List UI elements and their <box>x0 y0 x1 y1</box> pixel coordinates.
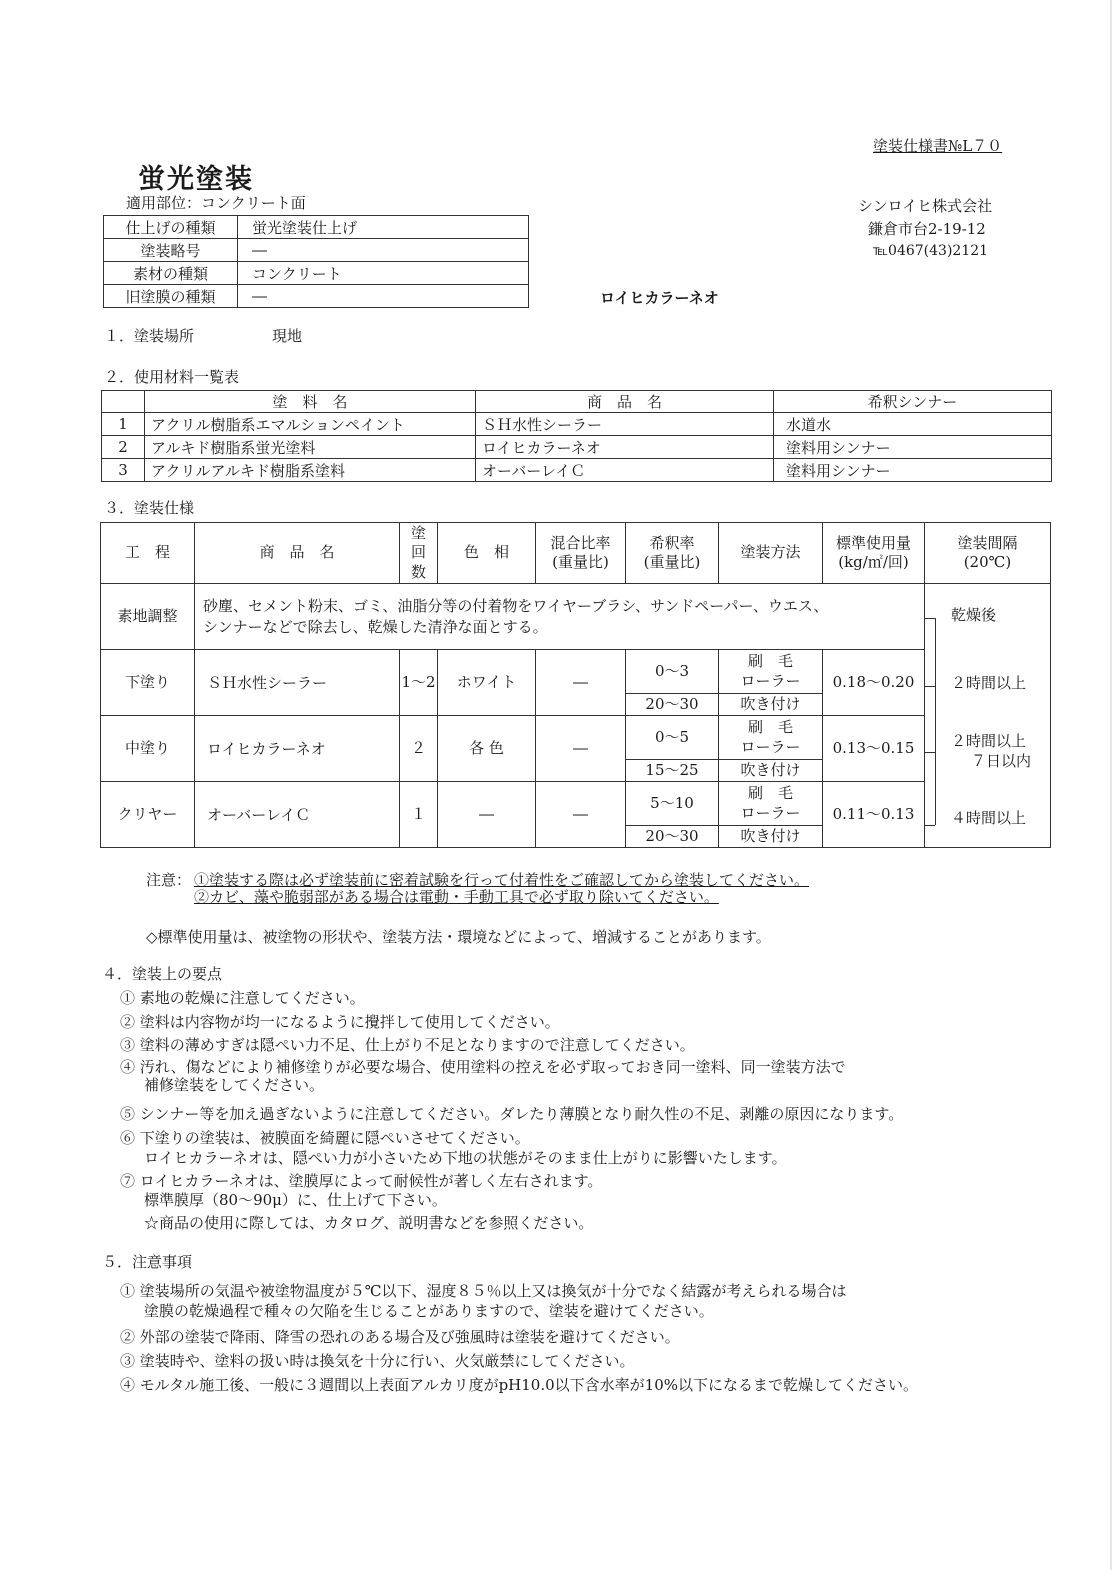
section2-heading: ２．使用材料一覧表 <box>104 368 240 386</box>
row-coats: １ <box>410 804 426 823</box>
spec-label: 塗装略号 <box>104 239 238 262</box>
materials-cell: ロイヒカラーネオ <box>476 436 774 459</box>
header-coats <box>400 524 437 583</box>
row-dilution-spray: 20～30 <box>645 826 699 845</box>
section1-value: 現地 <box>272 327 303 345</box>
materials-cell: ＳＨ水性シーラー <box>476 413 774 436</box>
materials-header-cell: 希釈シンナー <box>774 391 1052 413</box>
company-tel: ℡0467(43)2121 <box>873 243 989 259</box>
row-dilution-spray: 15～25 <box>645 760 699 779</box>
header-dilution-1: 希釈率 <box>649 533 695 552</box>
row-color: 各 色 <box>469 738 504 757</box>
section3-heading: ３．塗装仕様 <box>104 499 195 517</box>
header-usage-1: 標準使用量 <box>835 533 911 552</box>
spec-value: ― <box>238 239 529 262</box>
section4-item: ⑥ 下塗りの塗装は、被膜面を綺麗に隠ぺいさせてください。 <box>120 1129 530 1147</box>
spec-row-midcoat <box>101 716 1051 760</box>
header-coats-3: 数 <box>410 562 426 581</box>
notes-standard: ◇標準使用量は、被塗物の形状や、塗装方法・環境などによって、増減することがあります。 <box>146 928 771 946</box>
row-product: ロイヒカラーネオ <box>195 716 400 782</box>
row-dilution-spray: 20～30 <box>645 694 699 713</box>
materials-cell: アクリル樹脂系エマルションペイント <box>145 413 476 436</box>
section4-item: ⑤ シンナー等を加え過ぎないように注意してください。ダレたり薄膜となり耐久性の不足、剥離の原因になります。 <box>120 1105 904 1123</box>
materials-header-cell: 塗 料 名 <box>145 391 476 413</box>
spec-table <box>103 215 529 308</box>
row-method-spray: 吹き付け <box>740 694 801 713</box>
prep-desc-line: 砂塵、セメント粉末、ゴミ、油脂分等の付着物をワイヤーブラシ、サンドペーパー、ウエス、 <box>203 597 829 616</box>
materials-cell: 2 <box>102 436 145 459</box>
header-coats-2: 回 <box>410 543 426 562</box>
page-title: 蛍光塗装 <box>138 164 254 195</box>
header-method: 塗装方法 <box>740 543 801 562</box>
company-address: 鎌倉市台2-19-12 <box>868 220 986 238</box>
row-method-roller: ローラー <box>740 803 801 822</box>
header-mix-2: (重量比) <box>552 553 609 571</box>
row-method-spray: 吹き付け <box>740 760 801 779</box>
interval-prep: 乾燥後 <box>951 606 997 624</box>
interval-bracket <box>925 618 936 825</box>
materials-header-cell: 商 品 名 <box>476 391 774 413</box>
row-dilution: 0～3 <box>654 661 690 680</box>
section4-item: ① 素地の乾燥に注意してください。 <box>120 989 365 1007</box>
materials-cell: オーバーレイＣ <box>476 459 774 482</box>
section5-item: ② 外部の塗装で降雨、降雪の恐れのある場合及び強風時は塗装を避けてください。 <box>120 1328 680 1346</box>
spec-row <box>104 216 529 239</box>
row-process: 中塗り <box>124 738 170 757</box>
row-coats: 1～2 <box>401 672 436 691</box>
materials-cell: アルキド樹脂系蛍光塗料 <box>145 436 476 459</box>
row-method <box>719 652 822 691</box>
spec-row <box>104 285 529 308</box>
spec-value: ― <box>238 285 529 308</box>
row-process: 下塗り <box>124 672 170 691</box>
row-product: オーバーレイＣ <box>195 782 400 848</box>
materials-cell: 3 <box>102 459 145 482</box>
row-mix: ― <box>573 804 588 823</box>
materials-header-cell <box>102 391 145 413</box>
spec-label: 旧塗膜の種類 <box>104 285 238 308</box>
spec-row <box>104 239 529 262</box>
row-method-brush: 刷 毛 <box>747 652 793 670</box>
row-method-roller: ローラー <box>740 737 801 756</box>
prep-process: 素地調整 <box>117 606 178 625</box>
section4-heading: ４．塗装上の要点 <box>102 965 223 983</box>
materials-row <box>102 413 1052 436</box>
product-name: ロイヒカラーネオ <box>600 289 719 307</box>
materials-cell: アクリルアルキド樹脂系塗料 <box>145 459 476 482</box>
spec-value: コンクリート <box>238 262 529 285</box>
materials-cell: 塗料用シンナー <box>774 436 1052 459</box>
header-color: 色 相 <box>463 543 509 562</box>
interval-midcoat: ２時間以上 <box>951 732 1027 750</box>
spec-row-undercoat <box>101 650 1051 694</box>
spec-label: 素材の種類 <box>104 262 238 285</box>
materials-row <box>102 436 1052 459</box>
notes-line: ②カビ、藻や脆弱部がある場合は電動・手動工具で必ず取り除いてください。 <box>194 888 719 906</box>
row-dilution: 0～5 <box>654 727 690 746</box>
header-product: 商 品 名 <box>259 543 335 562</box>
row-color: ― <box>479 804 494 823</box>
header-usage <box>823 534 924 573</box>
section5-item-cont: 塗膜の乾燥過程で種々の欠陥を生じることがありますので、塗装を避けてください。 <box>144 1302 714 1320</box>
interval-clear: ４時間以上 <box>951 809 1027 827</box>
section5-item: ④ モルタル施工後、一般に３週間以上表面アルカリ度がpH10.0以下含水率が10%以下になるまで乾燥してください。 <box>120 1376 918 1394</box>
spec-row-clear <box>101 782 1051 826</box>
section4-item-cont: 補修塗装をしてください。 <box>144 1076 325 1094</box>
header-dilution <box>626 534 718 573</box>
header-coats-1: 塗 <box>410 523 426 542</box>
row-product: ＳＨ水性シーラー <box>195 650 400 716</box>
spec-header-row <box>101 523 1051 584</box>
notes-label: 注意： <box>146 871 192 889</box>
section1-heading: １．塗装場所 <box>104 327 195 345</box>
row-mix: ― <box>573 672 588 691</box>
section4-item-cont: ☆商品の使用に際しては、カタログ、説明書などを参照ください。 <box>144 1214 594 1232</box>
row-coats: ２ <box>410 738 426 757</box>
row-usage: 0.11～0.13 <box>832 804 915 823</box>
row-mix: ― <box>573 738 588 757</box>
spec-label: 仕上げの種類 <box>104 216 238 239</box>
materials-cell: 水道水 <box>774 413 1052 436</box>
row-usage: 0.18～0.20 <box>832 672 915 691</box>
header-usage-2: (kg/㎡/回) <box>838 553 909 571</box>
interval-bracket-tick <box>925 825 935 826</box>
row-method-brush: 刷 毛 <box>747 718 793 736</box>
row-usage: 0.13～0.15 <box>832 738 915 757</box>
interval-column <box>925 584 1051 848</box>
interval-undercoat: ２時間以上 <box>951 674 1027 692</box>
spec-prep-row <box>101 584 1051 650</box>
header-interval-2: (20℃) <box>963 553 1012 571</box>
row-method-roller: ローラー <box>740 671 801 690</box>
interval-bracket-tick <box>925 752 935 753</box>
row-process: クリヤー <box>117 804 178 823</box>
section4-item: ③ 塗料の薄めすぎは隠ぺい力不足、仕上がり不足となりますので注意してください。 <box>120 1036 695 1054</box>
header-interval <box>925 534 1050 573</box>
company-name: シンロイヒ株式会社 <box>858 197 993 215</box>
interval-bracket-tick <box>925 686 935 687</box>
header-process: 工 程 <box>124 543 170 562</box>
section5-heading: ５．注意事項 <box>102 1253 193 1271</box>
interval-bracket-tick <box>925 618 935 619</box>
row-method-brush: 刷 毛 <box>747 784 793 802</box>
spec-row <box>104 262 529 285</box>
section4-item-cont: 標準膜厚（80～90μ）に、仕上げて下さい。 <box>144 1191 447 1209</box>
row-method-spray: 吹き付け <box>740 826 801 845</box>
row-method <box>719 718 822 757</box>
materials-cell: 1 <box>102 413 145 436</box>
prep-description <box>195 584 925 650</box>
prep-desc-line: シンナーなどで除去し、乾燥した清浄な面とする。 <box>203 617 548 636</box>
row-color: ホワイト <box>456 672 517 691</box>
row-dilution: 5～10 <box>650 793 694 812</box>
section4-item: ④ 汚れ、傷などにより補修塗りが必要な場合、使用塗料の控えを必ず取っておき同一塗料、同一塗装方法で <box>120 1058 846 1076</box>
painting-spec-table <box>100 522 1051 848</box>
materials-row <box>102 459 1052 482</box>
interval-midcoat-max: ７日以内 <box>971 752 1032 770</box>
notes-line: ①塗装する際は必ず塗装前に密着試験を行って付着性をご確認してから塗装してください。 <box>194 871 810 889</box>
applicable-site: 適用部位：コンクリート面 <box>126 194 306 212</box>
section5-item: ① 塗装場所の気温や被塗物温度が５℃以下、湿度８５％以上又は換気が十分でなく結露が考えられる場合は <box>120 1282 847 1300</box>
header-mix <box>536 534 625 573</box>
materials-header-row <box>102 391 1052 413</box>
header-dilution-2: (重量比) <box>643 553 701 571</box>
doc-number: 塗装仕様書№L７０ <box>873 137 1003 155</box>
header-mix-1: 混合比率 <box>550 533 611 552</box>
spec-value: 蛍光塗装仕上げ <box>238 216 529 239</box>
section5-item: ③ 塗装時や、塗料の扱い時は換気を十分に行い、火気厳禁にしてください。 <box>120 1352 635 1370</box>
materials-cell: 塗料用シンナー <box>774 459 1052 482</box>
row-method <box>719 784 822 823</box>
materials-table <box>101 390 1052 482</box>
section4-item: ⑦ ロイヒカラーネオは、塗膜厚によって耐候性が著しく左右されます。 <box>120 1172 603 1190</box>
section4-item: ② 塗料は内容物が均一になるように攪拌して使用してください。 <box>120 1013 560 1031</box>
section4-item-cont: ロイヒカラーネオは、隠ぺい力が小さいため下地の状態がそのまま仕上がりに影響いたします。 <box>144 1149 787 1167</box>
header-interval-1: 塗装間隔 <box>957 533 1018 552</box>
